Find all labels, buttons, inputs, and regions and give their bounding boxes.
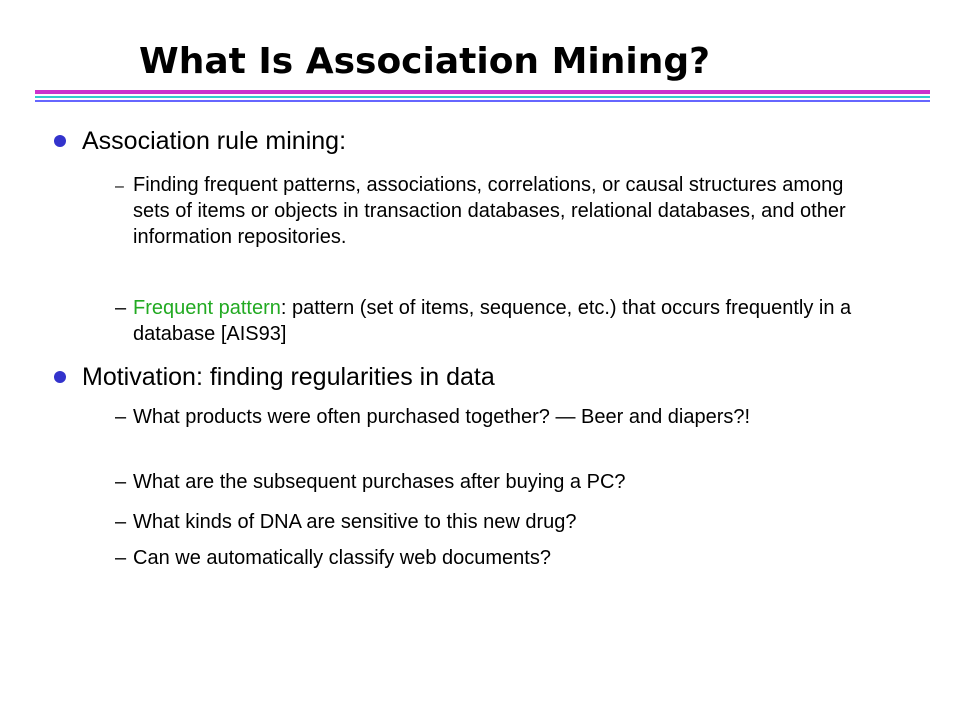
sub-bullet-text: What kinds of DNA are sensitive to this new drug?: [133, 511, 577, 533]
sub-bullet-marker: –: [115, 178, 124, 195]
sub-bullet-marker: –: [115, 471, 127, 493]
bullet-dot-icon: [54, 135, 66, 147]
sub-bullet-text: [133, 295, 878, 347]
sub-bullet-marker: –: [115, 297, 127, 319]
sub-bullet-marker: –: [115, 511, 127, 533]
sub-bullet-text: What products were often purchased together? — Beer and diapers?!: [133, 406, 751, 428]
bullet-dot-icon: [54, 371, 66, 383]
title-underline-blue: [35, 100, 930, 102]
title-underline-magenta: [35, 90, 930, 94]
sub-bullet-rest: : pattern (set of items, sequence, etc.) that occurs frequently in a database [AIS93]: [133, 297, 852, 345]
slide-title: What Is Association Mining?: [139, 41, 711, 82]
sub-bullet-marker: –: [115, 406, 127, 428]
sub-bullet-text: Can we automatically classify web documents?: [133, 547, 551, 569]
sub-bullet-marker: –: [115, 547, 127, 569]
bullet-text: Association rule mining:: [82, 127, 347, 155]
title-underline-cyan: [35, 96, 930, 98]
bullet-text: Motivation: finding regularities in data: [82, 363, 495, 391]
sub-bullet-text: What are the subsequent purchases after buying a PC?: [133, 471, 626, 493]
highlight-term: Frequent pattern: [133, 297, 281, 319]
sub-bullet-text: Finding frequent patterns, associations, correlations, or causal structures among sets of items or objects in transaction databases, relational databases, and other information repositories.: [133, 174, 846, 248]
